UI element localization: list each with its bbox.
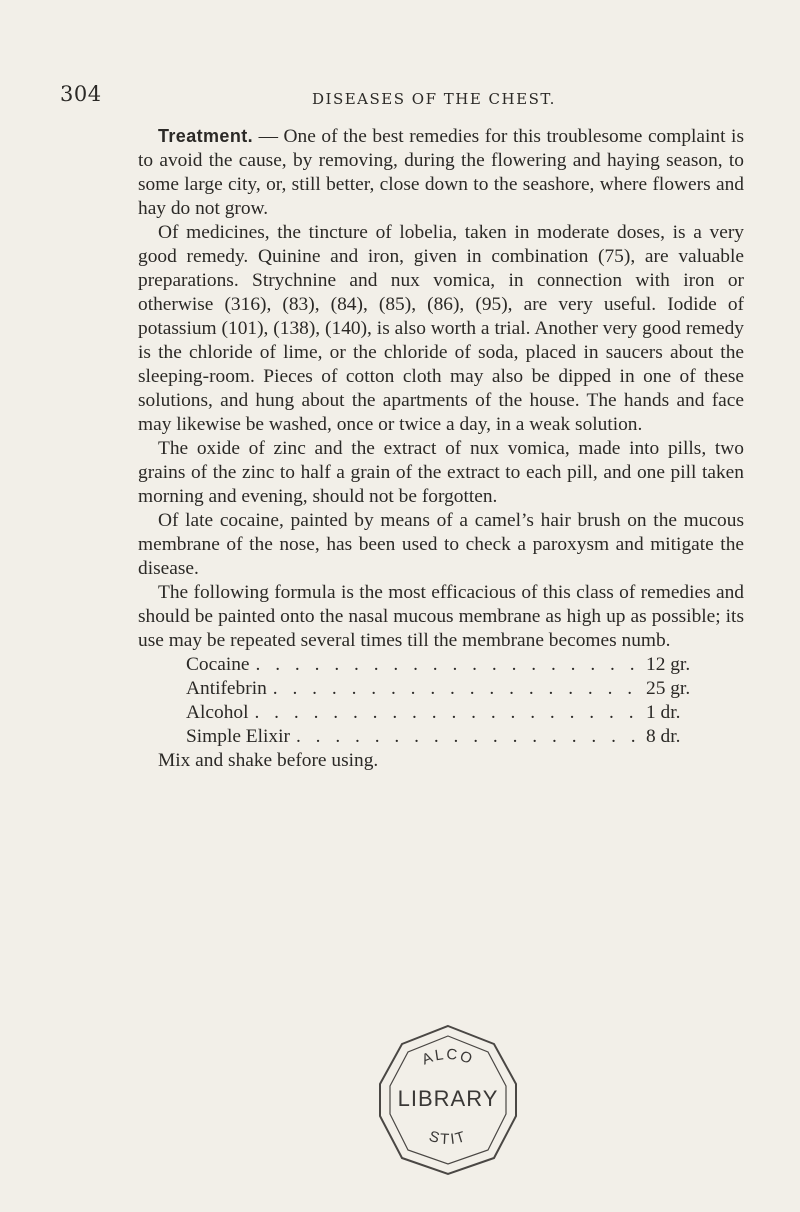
leader-dots	[248, 701, 640, 725]
paragraph-zinc-pills	[138, 437, 744, 509]
body-text	[138, 124, 744, 773]
library-stamp	[368, 1020, 528, 1180]
paragraph-text: Of medicines, the tincture of lobelia, taken in moderate doses, is a very good remedy. Quinine and iron, given in combination (75), are valuable preparations. Strychnine and nux vomica, in connection with iron or otherwise (316), (83), (84), (85), (86), (95), are very useful. Iodide of potassium (101), (138), (140), is also worth a trial. Another very good remedy is the chloride of lime, or the chloride of soda, placed in saucers about the sleeping-room. Pieces of cotton cloth may also be dipped in one of these solutions, and hung about the apartments of the house. The hands and face may likewise be washed, once or twice a day, in a weak solution.	[138, 222, 744, 435]
paragraph-text: The following formula is the most efficacious of this class of remedies and should be painted onto the nasal mucous membrane as high up as possible; its use may be repeated several times till the membrane becomes numb.	[138, 582, 744, 651]
formula-row	[138, 701, 744, 725]
paragraph-treatment	[138, 124, 744, 221]
formula-row	[138, 653, 744, 677]
formula-quantity: 25 gr.	[646, 678, 691, 699]
leader-dots	[267, 677, 640, 701]
stamp-arc-top: ALCO	[419, 1045, 477, 1069]
closing-line: Mix and shake before using.	[158, 750, 379, 771]
paragraph-lead: Treatment.	[158, 126, 254, 146]
running-head: DISEASES OF THE CHEST.	[312, 90, 556, 108]
paragraph-text: The oxide of zinc and the extract of nux vomica, made into pills, two grains of the zinc to half a grain of the extract to each pill, and one pill taken morning and evening, should not be forgotten.	[138, 438, 744, 507]
page-number: 304	[60, 82, 102, 106]
formula-row	[138, 677, 744, 701]
formula-ingredient: Simple Elixir	[186, 726, 290, 747]
formula-quantity: 12 gr.	[646, 654, 691, 675]
leader-dots	[250, 653, 640, 677]
paragraph-formula-intro	[138, 581, 744, 653]
formula-quantity: 1 dr.	[646, 702, 681, 723]
paragraph-cocaine	[138, 509, 744, 581]
formula-row	[138, 725, 744, 749]
formula-quantity: 8 dr.	[646, 726, 681, 747]
formula-ingredient: Cocaine	[186, 654, 250, 675]
formula-list	[138, 653, 744, 749]
paragraph-text: — One of the best remedies for this troublesome complaint is to avoid the cause, by removing, during the flowering and haying season, to some large city, or, still better, close down to the seashore, where flowers and hay do not grow.	[138, 126, 744, 219]
paragraph-text: Of late cocaine, painted by means of a camel’s hair brush on the mucous membrane of the nose, has been used to check a paroxysm and mitigate the disease.	[138, 510, 744, 579]
stamp-arc-bottom: STIT	[426, 1127, 470, 1149]
formula-ingredient: Alcohol	[186, 702, 249, 723]
stamp-label: LIBRARY	[397, 1086, 499, 1111]
formula-ingredient: Antifebrin	[186, 678, 267, 699]
leader-dots	[290, 725, 640, 749]
paragraph-medicines	[138, 221, 744, 437]
